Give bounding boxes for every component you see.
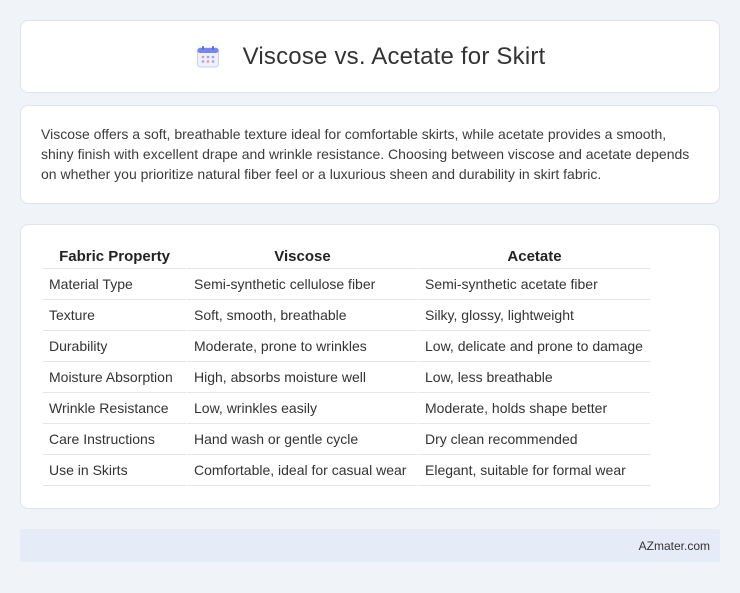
footer-brand-link[interactable]: AZmater.com [638,538,710,553]
acetate-cell: Low, less breathable [417,362,650,393]
comparison-table [43,247,650,486]
table-row [43,331,650,362]
table-row [43,393,650,424]
row-label: Use in Skirts [43,455,186,486]
calendar-icon [195,44,221,70]
table-row [43,362,650,393]
viscose-cell: High, absorbs moisture well [186,362,417,393]
table-row [43,424,650,455]
row-label: Durability [43,331,186,362]
viscose-cell: Low, wrinkles easily [186,393,417,424]
column-header-viscose: Viscose [186,247,417,269]
row-label: Wrinkle Resistance [43,393,186,424]
acetate-cell: Silky, glossy, lightweight [417,300,650,331]
column-header-acetate: Acetate [417,247,650,269]
viscose-cell: Hand wash or gentle cycle [186,424,417,455]
description-card [20,105,720,204]
row-label: Material Type [43,269,186,300]
table-row [43,269,650,300]
footer-bar [20,529,720,562]
table-row [43,300,650,331]
acetate-cell: Moderate, holds shape better [417,393,650,424]
viscose-cell: Soft, smooth, breathable [186,300,417,331]
acetate-cell: Dry clean recommended [417,424,650,455]
viscose-cell: Moderate, prone to wrinkles [186,331,417,362]
title-card [20,20,720,93]
acetate-cell: Elegant, suitable for formal wear [417,455,650,486]
row-label: Care Instructions [43,424,186,455]
table-row [43,455,650,486]
row-label: Moisture Absorption [43,362,186,393]
viscose-cell: Comfortable, ideal for casual wear [186,455,417,486]
comparison-table-card [20,224,720,509]
acetate-cell: Semi-synthetic acetate fiber [417,269,650,300]
viscose-cell: Semi-synthetic cellulose fiber [186,269,417,300]
description-text: Viscose offers a soft, breathable texture ideal for comfortable skirts, while acetate provides a smooth, shiny finish with excellent drape and wrinkle resistance. Choosing between viscose and acetate depends on whether you prioritize natural fiber feel or a luxurious sheen and durability in skirt fabric. [41,126,690,182]
page-title: Viscose vs. Acetate for Skirt [242,42,546,70]
row-label: Texture [43,300,186,331]
table-header-row [43,247,650,269]
column-header-property: Fabric Property [43,247,186,269]
acetate-cell: Low, delicate and prone to damage [417,331,650,362]
